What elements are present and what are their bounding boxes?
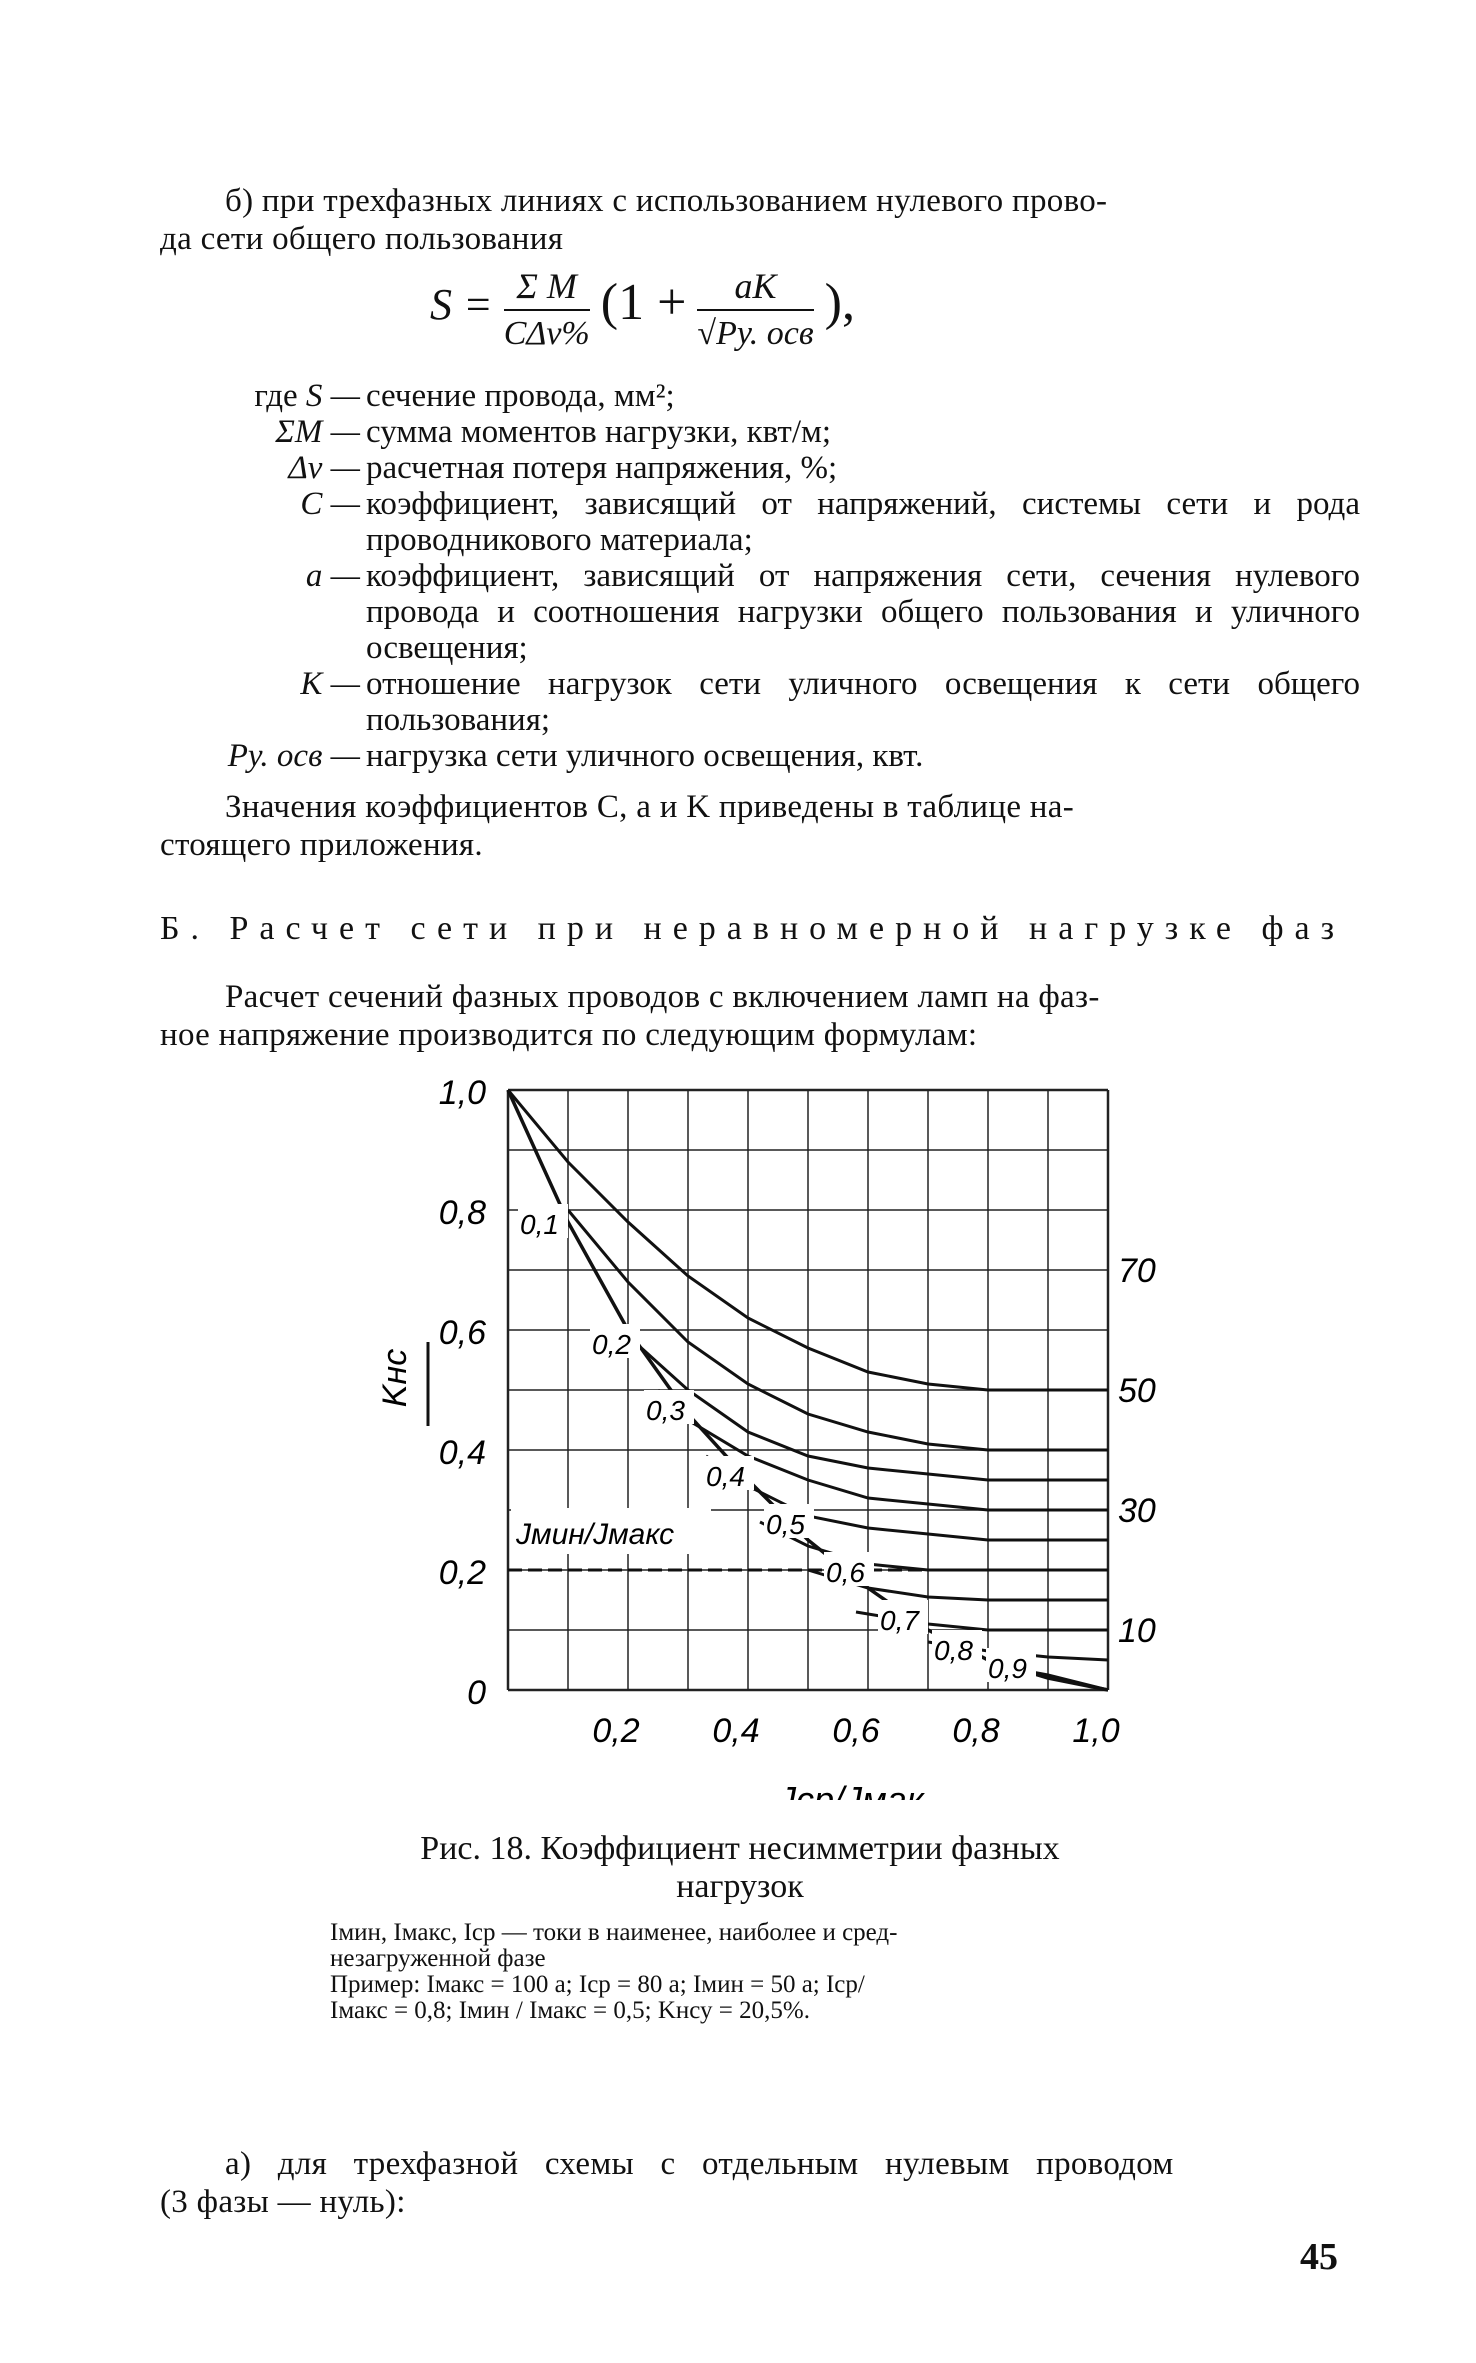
y-tick-label: 0,2 (438, 1554, 486, 1592)
formula-frac2-numerator: aK (697, 265, 813, 311)
y-tick-label: 1,0 (438, 1074, 486, 1112)
calc-intro-paragraph (160, 978, 1355, 1054)
cross-section-formula (430, 265, 1130, 385)
boundary-label: 0,1 (520, 1209, 559, 1240)
definition-row (170, 738, 1360, 774)
boundary-label: 0,7 (880, 1605, 919, 1636)
y-tick-label: 0 (467, 1674, 486, 1712)
formula-frac1-numerator: Σ M (504, 265, 590, 311)
formula-paren-open: (1 + (600, 274, 687, 332)
definition-symbol: a — (305, 558, 360, 594)
asymmetry-chart (350, 1070, 1170, 1800)
boundary-label: 0,3 (646, 1395, 685, 1426)
values-note-line-2: стоящего приложения. (160, 827, 483, 863)
definition-text: сумма моментов нагрузки, квт/м; (366, 414, 832, 450)
caption-line-2: нагрузок (676, 1868, 804, 1905)
definitions-lead: где S — (254, 378, 360, 414)
boundary-label: 0,2 (592, 1329, 631, 1360)
definition-symbol: ΣM — (275, 414, 360, 450)
figure-note (330, 1920, 1180, 2024)
definition-text: коэффициент, зависящий от напряжения сети, сечения нулевого провода и соотношения нагрузки общего пользования и уличного освещения; (366, 558, 1360, 666)
calc-intro-line-1: Расчет сечений фазных проводов с включением ламп на фаз- (225, 979, 1100, 1015)
definition-row (170, 558, 1360, 666)
note-line-2: незагруженной фазе (330, 1945, 546, 1972)
note-line-3: Пример: Iмакс = 100 а; Iср = 80 а; Iмин = 50 а; Iср/ (330, 1971, 865, 1998)
y-axis-label: Kнс (376, 1348, 414, 1408)
section-title: Б. Расчет сети при неравномерной нагрузке фаз (160, 910, 1346, 947)
definition-text: сечение провода, мм²; (366, 378, 675, 414)
right-tick-label: 70 (1118, 1252, 1156, 1290)
definition-text: отношение нагрузок сети уличного освещения к сети общего пользования; (366, 666, 1360, 738)
intro-paragraph (160, 182, 1355, 258)
x-tick-label: 0,8 (952, 1712, 1000, 1750)
figure-caption (300, 1830, 1180, 1906)
right-tick-label: 50 (1118, 1372, 1156, 1410)
boundary-label: 0,8 (934, 1635, 973, 1666)
boundary-label: 0,5 (766, 1509, 805, 1540)
item-a-line-2: (3 фазы — нуль): (160, 2184, 406, 2220)
definition-text: нагрузка сети уличного освещения, квт. (366, 738, 924, 774)
note-line-4: Iмакс = 0,8; Iмин / Iмакс = 0,5; Kнсу = 20,5%. (330, 1997, 810, 2024)
values-note-line-1: Значения коэффициентов C, a и K приведены в таблице на- (225, 789, 1075, 825)
ratio-label: Jмин/Jмакс (516, 1518, 675, 1551)
intro-line-2: да сети общего пользования (160, 221, 564, 257)
formula-paren-close: ), (824, 274, 855, 332)
definition-symbol: Δv — (288, 450, 360, 486)
x-tick-label: 0,4 (712, 1712, 760, 1750)
values-note-paragraph (160, 788, 1355, 864)
formula-fraction-1 (504, 265, 590, 353)
boundary-label: 0,9 (988, 1653, 1027, 1684)
y-tick-label: 0,4 (438, 1434, 486, 1472)
formula-frac2-denominator: √Pу. осв (697, 315, 814, 352)
definition-symbol: C — (300, 486, 360, 522)
page-number: 45 (1300, 2236, 1338, 2278)
note-line-1: Iмин, Iмакс, Iср — токи в наименее, наиболее и сред- (330, 1919, 898, 1946)
definition-row (170, 486, 1360, 558)
intro-line-1: б) при трехфазных линиях с использованием нулевого прово- (225, 183, 1108, 219)
definition-symbol: Pу. осв — (227, 738, 360, 774)
formula-lhs: S = (430, 280, 493, 330)
definition-row (170, 378, 1360, 414)
boundary-label: 0,6 (826, 1557, 865, 1588)
right-tick-label: 10 (1118, 1612, 1156, 1650)
definition-row (170, 450, 1360, 486)
caption-line-1: Рис. 18. Коэффициент несимметрии фазных (420, 1830, 1060, 1867)
formula-frac1-denominator: CΔv% (503, 315, 590, 352)
right-tick-label: 30 (1118, 1492, 1156, 1530)
x-axis-label: Jср/Jмак (778, 1779, 924, 1800)
definitions-list (170, 378, 1360, 774)
chart-svg (350, 1070, 1170, 1800)
definition-row (170, 414, 1360, 450)
x-tick-label: 0,6 (832, 1712, 880, 1750)
calc-intro-line-2: ное напряжение производится по следующим формулам: (160, 1017, 978, 1053)
item-a-line-1: а) для трехфазной схемы с отдельным нулевым проводом (225, 2146, 1174, 2182)
x-tick-label: 0,2 (592, 1712, 640, 1750)
definition-row (170, 666, 1360, 738)
item-a-paragraph (160, 2145, 1355, 2221)
definition-text: расчетная потеря напряжения, %; (366, 450, 838, 486)
x-tick-label: 1,0 (1072, 1712, 1120, 1750)
formula-fraction-2 (697, 265, 813, 353)
definition-symbol: K — (300, 666, 360, 702)
definition-text: коэффициент, зависящий от напряжений, системы сети и рода проводникового материала; (366, 486, 1360, 558)
y-tick-label: 0,8 (438, 1194, 486, 1232)
boundary-label: 0,4 (706, 1461, 745, 1492)
y-tick-label: 0,6 (438, 1314, 486, 1352)
